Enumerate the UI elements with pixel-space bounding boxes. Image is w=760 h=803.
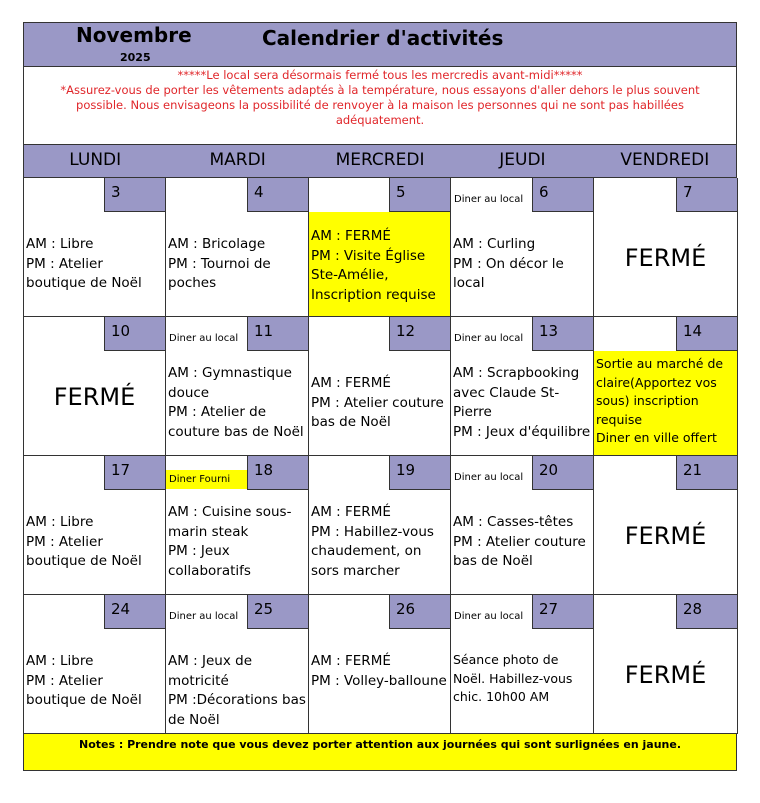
day-cell (309, 595, 451, 734)
day-cell (594, 456, 738, 595)
pm-activity: PM : Tournoi de poches (168, 255, 271, 291)
am-activity: AM : Jeux de motricité (168, 653, 253, 689)
calendar-header (23, 22, 737, 67)
day-cell (309, 178, 451, 317)
day-number: 21 (676, 456, 737, 490)
day-monday: LUNDI (69, 150, 122, 170)
pm-activity: PM : Atelier boutique de Noël (26, 672, 142, 708)
activities (168, 503, 306, 581)
closed-label: FERMÉ (624, 661, 707, 689)
activities (168, 235, 306, 294)
activities (311, 652, 448, 691)
activities (453, 364, 591, 442)
day-number: 14 (676, 317, 737, 351)
day-number: 19 (389, 456, 450, 490)
day-number: 11 (247, 317, 308, 351)
notice-line-1: *****Le local sera désormais fermé tous les mercredis avant-midi***** (177, 68, 583, 82)
day-cell (594, 178, 738, 317)
closed-label: FERMÉ (624, 244, 707, 272)
day-number: 13 (532, 317, 593, 351)
day-number: 6 (532, 178, 593, 212)
page-title: Calendrier d'activités (262, 26, 504, 50)
day-cell (451, 317, 594, 456)
pm-activity: PM :Décorations bas de Noël (168, 692, 306, 728)
day-number: 18 (247, 456, 308, 490)
outing-text: Sortie au marché de claire(Apportez vos sous) inscription requise (596, 356, 724, 427)
am-activity: AM : Cuisine sous-marin steak (168, 504, 292, 540)
pm-activity: PM : Atelier de couture bas de Noël (168, 404, 304, 440)
day-cell (451, 178, 594, 317)
am-activity: AM : FERMÉ (311, 228, 391, 244)
day-number: 28 (676, 595, 737, 629)
day-number: 20 (532, 456, 593, 490)
lunch-tag: Diner au local (454, 472, 524, 483)
activities (168, 364, 306, 442)
lunch-tag: Diner au local (454, 194, 524, 205)
pm-activity: PM : Visite Église Ste-Amélie, Inscription requise (311, 247, 436, 303)
lunch-tag: Diner Fourni (166, 470, 247, 489)
notes-bar: Notes : Prendre note que vous devez porter attention aux journées qui sont surlignées en jaune. (23, 734, 737, 771)
pm-activity: PM : Volley-balloune (311, 672, 447, 689)
activities (453, 651, 591, 707)
day-number: 25 (247, 595, 308, 629)
activities (311, 374, 448, 433)
am-activity: AM : FERMÉ (311, 375, 391, 391)
weekday-header (23, 145, 737, 178)
activities (26, 513, 163, 572)
lunch-tag: Diner au local (169, 611, 239, 622)
outing-lunch: Diner en ville offert (596, 430, 717, 445)
activities (168, 652, 306, 730)
outing-box (594, 351, 737, 455)
am-activity: AM : Scrapbooking avec Claude St-Pierre (453, 365, 580, 420)
day-cell (594, 595, 738, 734)
day-cell (24, 595, 166, 734)
activities (453, 235, 591, 294)
notice-line-2: *Assurez-vous de porter les vêtements adaptés à la température, nous essayons d'aller dehors le plus souvent possible. Nous envisageons la possibilité de renvoyer à la maison les personnes qui ne sont pas habillées adéquatement. (60, 83, 700, 127)
day-number: 26 (389, 595, 450, 629)
day-cell (451, 595, 594, 734)
pm-activity: PM : Jeux collaboratifs (168, 543, 251, 579)
activities (453, 513, 591, 572)
day-cell (166, 456, 309, 595)
activities (26, 652, 163, 711)
calendar-grid (23, 178, 737, 734)
closed-label: FERMÉ (624, 522, 707, 550)
am-activity: AM : Bricolage (168, 236, 266, 252)
am-activity: AM : Libre (26, 236, 94, 252)
day-cell (166, 317, 309, 456)
day-cell (24, 317, 166, 456)
pm-activity: PM : Habillez-vous chaudement, on sors marcher (311, 523, 434, 579)
day-number: 27 (532, 595, 593, 629)
day-cell (24, 456, 166, 595)
day-cell (166, 595, 309, 734)
day-cell (166, 178, 309, 317)
am-activity: AM : Gymnastique douce (168, 365, 292, 401)
pm-activity: PM : Atelier boutique de Noël (26, 533, 142, 569)
am-activity: AM : FERMÉ (311, 504, 391, 520)
day-friday: VENDREDI (620, 150, 710, 170)
am-activity: AM : Curling (453, 236, 536, 252)
am-activity: AM : Libre (26, 514, 94, 530)
am-activity: AM : FERMÉ (311, 653, 391, 669)
lunch-tag: Diner au local (454, 333, 524, 344)
day-number: 4 (247, 178, 308, 212)
lunch-tag: Diner au local (454, 611, 524, 622)
day-number: 24 (104, 595, 165, 629)
pm-activity: PM : Jeux d'équilibre (453, 423, 591, 440)
lunch-tag: Diner au local (169, 333, 239, 344)
activities (26, 235, 163, 294)
day-cell (309, 456, 451, 595)
day-cell (451, 456, 594, 595)
day-wednesday: MERCREDI (335, 150, 425, 170)
activities (311, 503, 448, 581)
day-number: 12 (389, 317, 450, 351)
pm-activity: PM : On décor le local (453, 255, 564, 291)
notice-box (23, 67, 737, 145)
day-cell (309, 317, 451, 456)
calendar (23, 22, 737, 771)
day-number: 10 (104, 317, 165, 351)
closed-label: FERMÉ (53, 383, 136, 411)
day-thursday: JEUDI (499, 150, 546, 170)
day-cell (594, 317, 738, 456)
activity-note: Séance photo de Noël. Habillez-vous chic. 10h00 AM (453, 652, 573, 704)
year-label: 2025 (120, 51, 151, 64)
am-activity: AM : Casses-têtes (453, 514, 574, 530)
day-number: 5 (389, 178, 450, 212)
activities (311, 227, 448, 305)
day-number: 3 (104, 178, 165, 212)
pm-activity: PM : Atelier boutique de Noël (26, 255, 142, 291)
am-activity: AM : Libre (26, 653, 94, 669)
pm-activity: PM : Atelier couture bas de Noël (453, 533, 586, 569)
pm-activity: PM : Atelier couture bas de Noël (311, 394, 444, 430)
day-number: 7 (676, 178, 737, 212)
day-number: 17 (104, 456, 165, 490)
month-label: Novembre (76, 23, 192, 47)
day-cell (24, 178, 166, 317)
day-tuesday: MARDI (209, 150, 266, 170)
